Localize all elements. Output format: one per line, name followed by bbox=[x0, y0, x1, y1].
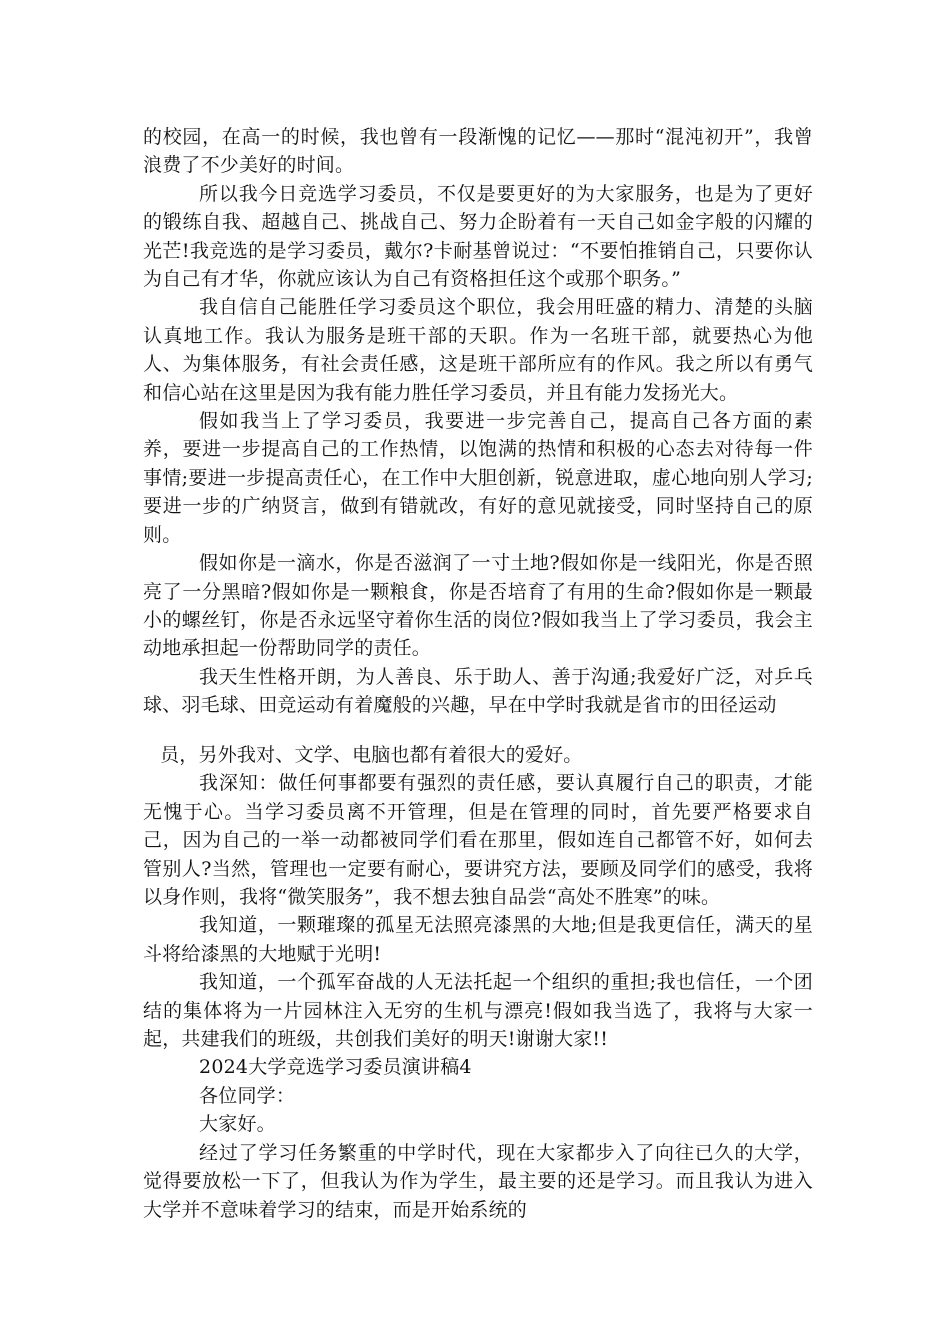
section-heading: 2024大学竞选学习委员演讲稿4 bbox=[199, 1056, 472, 1079]
paragraph: 我知道，一颗璀璨的孤星无法照亮漆黑的大地;但是我更信任，满天的星斗将给漆黑的大地赋于光明! bbox=[143, 914, 813, 965]
paragraph: 经过了学习任务繁重的中学时代，现在大家都步入了向往已久的大学，觉得要放松一下了，但我认为作为学生，最主要的还是学习。而且我认为进入大学并不意味着学习的结束，而是开始系统的 bbox=[143, 1141, 813, 1221]
paragraph: 的校园，在高一的时候，我也曾有一段渐愧的记忆——那时“混沌初开”，我曾浪费了不少美好的时间。 bbox=[143, 126, 813, 177]
paragraph: 假如我当上了学习委员，我要进一步完善自己，提高自己各方面的素养，要进一步提高自己的工作热情，以饱满的热情和积极的心态去对待每一件事情;要进一步提高责任心，在工作中大胆创新，锐意进取，虚心地向别人学习;要进一步的广纳贤言，做到有错就改，有好的意见就接受，同时坚持自己的原则。 bbox=[143, 410, 813, 546]
paragraph: 所以我今日竞选学习委员，不仅是要更好的为大家服务，也是为了更好的锻练自我、超越自己、挑战自己、努力企盼着有一天自己如金字般的闪耀的光芒!我竞选的是学习委员，戴尔?卡耐基曾说过：“不要怕推销自己，只要你认为自己有才华，你就应该认为自己有资格担任这个或那个职务。” bbox=[143, 182, 813, 291]
greeting: 大家好。 bbox=[199, 1113, 276, 1136]
paragraph: 假如你是一滴水，你是否滋润了一寸土地?假如你是一线阳光，你是否照亮了一分黑暗?假如你是一颗粮食，你是否培育了有用的生命?假如你是一颗最小的螺丝钉，你是否永远坚守着你生活的岗位?假如我当上了学习委员，我会主动地承担起一份帮助同学的责任。 bbox=[143, 552, 813, 660]
paragraph: 我深知：做任何事都要有强烈的责任感，要认真履行自己的职责，才能无愧于心。当学习委员离不开管理，但是在管理的同时，首先要严格要求自己，因为自己的一举一动都被同学们看在那里，假如连自己都管不好，如何去管别人?当然，管理也一定要有耐心，要讲究方法，要顾及同学们的感受，我将以身作则，我将“微笑服务”，我不想去独自品尝“高处不胜寒”的味。 bbox=[143, 772, 813, 909]
paragraph: 我天生性格开朗，为人善良、乐于助人、善于沟通;我爱好广泛，对乒乓球、羽毛球、田竞运动有着魔般的兴趣，早在中学时我就是省市的田径运动 bbox=[143, 665, 813, 717]
salutation: 各位同学： bbox=[199, 1084, 296, 1107]
paragraph: 我自信自己能胜任学习委员这个职位，我会用旺盛的精力、清楚的头脑认真地工作。我认为服务是班干部的天职。作为一名班干部，就要热心为他人、为集体服务，有社会责任感，这是班干部所应有的作风。我之所以有勇气和信心站在这里是因为我有能力胜任学习委员，并且有能力发扬光大。 bbox=[143, 296, 813, 404]
paragraph: 员，另外我对、文学、电脑也都有着很大的爱好。 bbox=[160, 744, 583, 766]
speech-text-lower bbox=[143, 741, 813, 1224]
speech-text-upper bbox=[143, 123, 813, 720]
paragraph: 我知道，一个孤军奋战的人无法托起一个组织的重担;我也信任，一个团结的集体将为一片园林注入无穷的生机与漂亮!假如我当选了，我将与大家一起，共建我们的班级，共创我们美好的明天!谢谢大家!! bbox=[143, 971, 813, 1051]
